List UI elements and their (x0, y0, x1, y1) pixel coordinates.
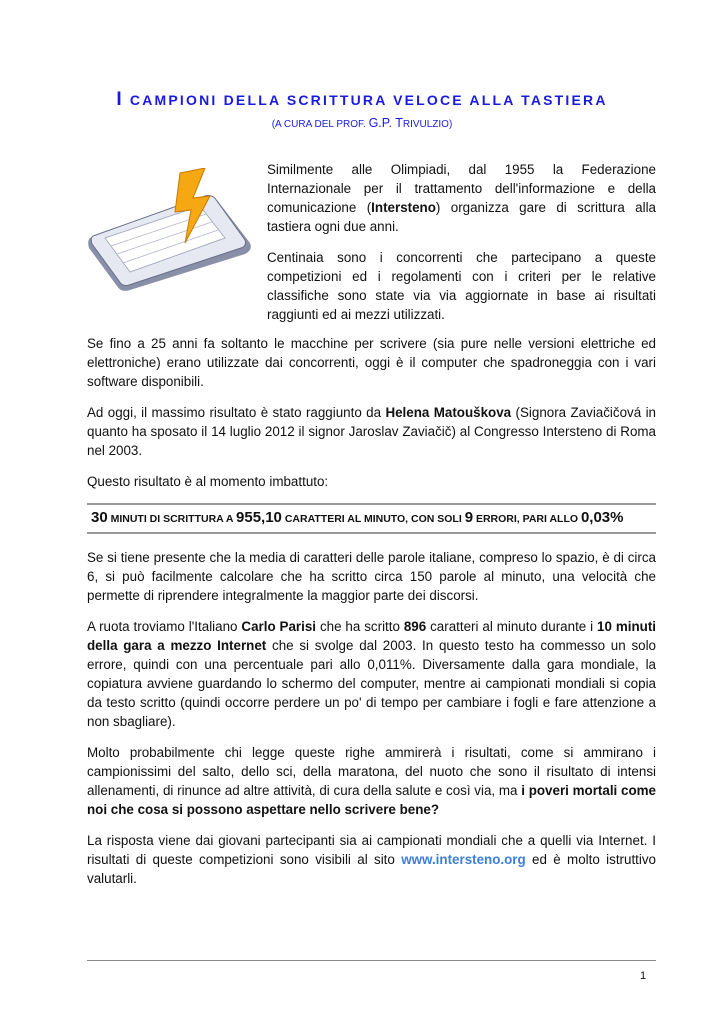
paragraph: La risposta viene dai giovani partecipanti sia ai campionati mondiali che a quelli via Internet. I risultati di queste competizioni sono visibili al sito www.intersteno.org ed è molto istruttivo valutarli. (87, 833, 656, 886)
paragraph: Centinaia sono i concorrenti che partecipano a queste competizioni ed i regolamenti con i criteri per le relative classifiche sono state via via aggiornate in base ai risultati raggiunti ed ai mezzi utilizzati. (267, 250, 656, 322)
intro-column (267, 160, 656, 336)
page-number: 1 (640, 970, 647, 982)
footer-divider (87, 960, 656, 961)
paragraph: Questo risultato è al momento imbattuto: (87, 474, 329, 489)
document-title: I CAMPIONI DELLA SCRITTURA VELOCE ALLA TASTIERA (116, 89, 608, 110)
paragraph: Molto probabilmente chi legge queste righe ammirerà i risultati, come si ammirano i campionissimi del salto, dello sci, della maratona, del nuoto che sono il risultato di intensi allenamenti, di rinunce ad altre attività, di cura della salute e così via, ma i poveri mortali come noi che cosa si possono aspettare nello scrivere bene? (87, 745, 656, 817)
paragraph: Se si tiene presente che la media di caratteri delle parole italiane, compreso lo spazio, è di circa 6, si può facilmente calcolare che ha scritto circa 150 parole al minuto, una velocità che permette di riprendere integralmente la maggior parte dei discorsi. (87, 550, 656, 603)
intersteno-link[interactable]: www.intersteno.org (401, 852, 526, 867)
main-text (87, 334, 656, 900)
paragraph: Ad oggi, il massimo risultato è stato raggiunto da Helena Matouškova (Signora Zaviačičová in quanto ha sposato il 14 luglio 2012 il signor Jaroslav Zaviačič) al Congresso Intersteno di Roma nel 2003. (87, 405, 656, 458)
record-banner: 30 MINUTI DI SCRITTURA A 955,10 CARATTERI AL MINUTO, CON SOLI 9 ERRORI, PARI ALLO 0,03% (87, 503, 656, 534)
document-subtitle: (A CURA DEL PROF. G.P. TRIVULZIO) (271, 116, 453, 130)
keyboard-lightning-icon (85, 168, 255, 293)
paragraph: Se fino a 25 anni fa soltanto le macchine per scrivere (sia pure nelle versioni elettriche ed elettroniche) erano utilizzate dai concorrenti, oggi è il computer che spadroneggia con i vari software disponibili. (87, 336, 656, 389)
paragraph: A ruota troviamo l'Italiano Carlo Parisi che ha scritto 896 caratteri al minuto durante i 10 minuti della gara a mezzo Internet che si svolge dal 2003. In questo testo ha commesso un solo errore, quindi con una percentuale pari allo 0,011%. Diversamente dalla gara mondiale, la copiatura avviene guardando lo schermo del computer, mentre ai campionati mondiali si copia da testo scritto (quindi occorre perdere un po' di tempo per cambiare i fogli e fare attenzione a non sbagliare). (87, 619, 657, 729)
paragraph: Similmente alle Olimpiadi, dal 1955 la Federazione Internazionale per il trattamento dell'informazione e della comunicazione (Intersteno) organizza gare di scrittura alla tastiera ogni due anni. (267, 162, 656, 234)
